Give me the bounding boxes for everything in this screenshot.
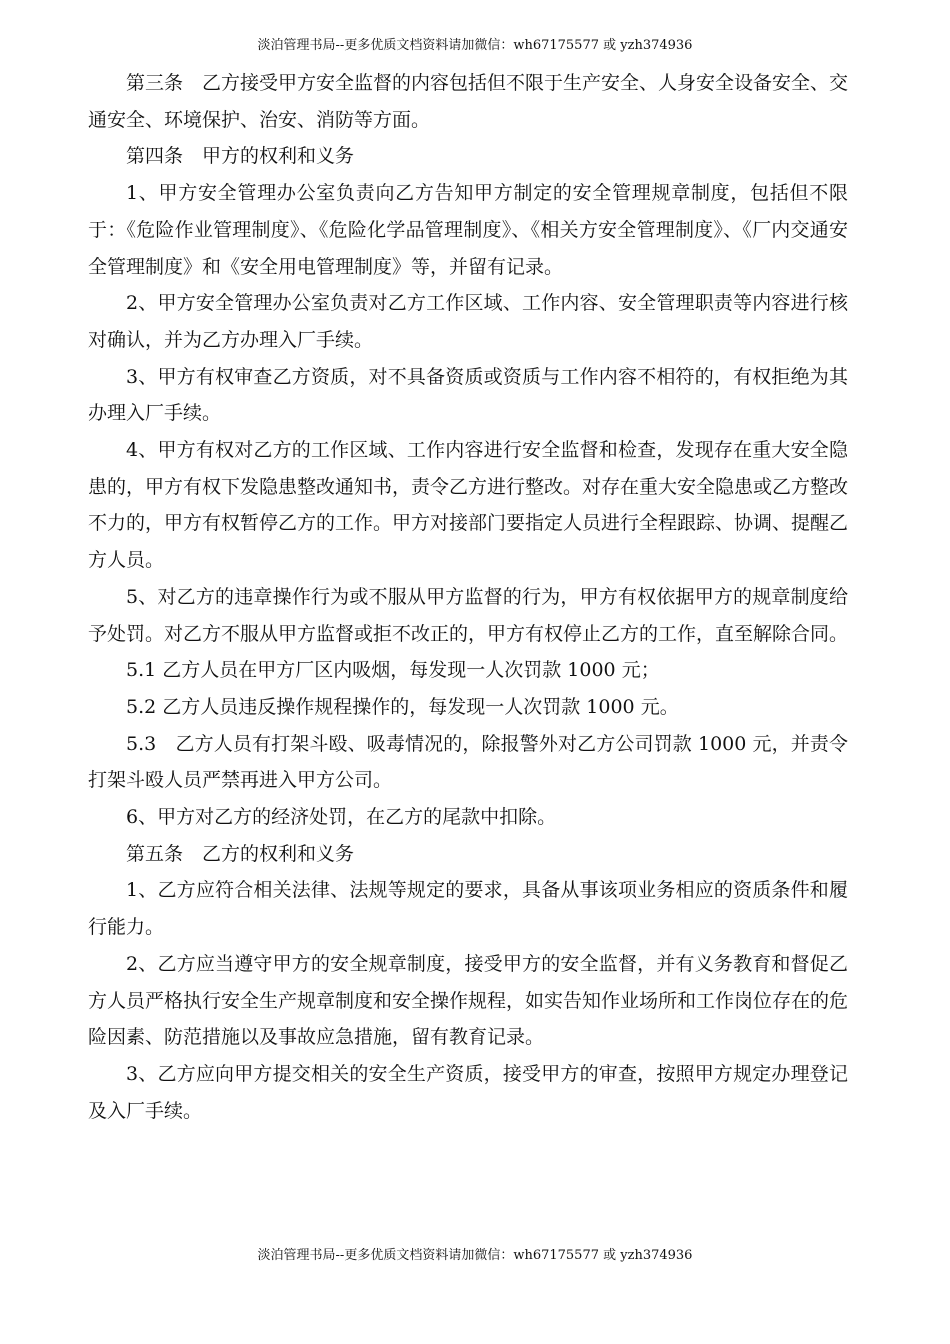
document-body <box>88 65 848 1129</box>
article-5-clause-3: 3、乙方应向甲方提交相关的安全生产资质，接受甲方的审查，按照甲方规定办理登记及入厂手续。 <box>88 1062 848 1122</box>
article-4-clause-6: 6、甲方对乙方的经济处罚，在乙方的尾款中扣除。 <box>126 806 557 829</box>
article-5-clause-1: 1、乙方应符合相关法律、法规等规定的要求，具备从事该项业务相应的资质条件和履行能力。 <box>88 879 848 939</box>
page-footer: 淡泊管理书局--更多优质文档资料请加微信：wh67175577 或 yzh374936 <box>257 1248 693 1263</box>
page-header: 淡泊管理书局--更多优质文档资料请加微信：wh67175577 或 yzh374936 <box>257 38 693 53</box>
article-4-clause-5: 5、对乙方的违章操作行为或不服从甲方监督的行为，甲方有权依据甲方的规章制度给予处罚。对乙方不服从甲方监督或拒不改正的，甲方有权停止乙方的工作，直至解除合同。 <box>88 585 849 645</box>
article-4-clause-2: 2、甲方安全管理办公室负责对乙方工作区域、工作内容、安全管理职责等内容进行核对确认，并为乙方办理入厂手续。 <box>88 292 848 351</box>
article-5-heading: 第五条 乙方的权利和义务 <box>126 842 355 865</box>
article-4-clause-4: 4、甲方有权对乙方的工作区域、工作内容进行安全监督和检查，发现存在重大安全隐患的，甲方有权下发隐患整改通知书，责令乙方进行整改。对存在重大安全隐患或乙方整改不力的，甲方有权暂停乙方的工作。甲方对接部门要指定人员进行全程跟踪、协调、提醒乙方人员。 <box>88 439 849 572</box>
article-5-clause-2: 2、乙方应当遵守甲方的安全规章制度，接受甲方的安全监督，并有义务教育和督促乙方人员严格执行安全生产规章制度和安全操作规程，如实告知作业场所和工作岗位存在的危险因素、防范措施以及事故应急措施，留有教育记录。 <box>88 952 849 1049</box>
article-4-clause-5-3: 5.3 乙方人员有打架斗殴、吸毒情况的，除报警外对乙方公司罚款 1000 元，并责令打架斗殴人员严禁再进入甲方公司。 <box>88 732 848 792</box>
article-3-paragraph: 第三条 乙方接受甲方安全监督的内容包括但不限于生产安全、人身安全设备安全、交通安全、环境保护、治安、消防等方面。 <box>88 72 849 131</box>
article-4-clause-5-2: 5.2 乙方人员违反操作规程操作的，每发现一人次罚款 1000 元。 <box>126 695 679 718</box>
article-4-clause-1: 1、甲方安全管理办公室负责向乙方告知甲方制定的安全管理规章制度，包括但不限于：《危险作业管理制度》、《危险化学品管理制度》、《相关方安全管理制度》、《厂内交通安全管理制度》和《安全用电管理制度》等，并留有记录。 <box>88 182 848 278</box>
article-4-clause-3: 3、甲方有权审查乙方资质，对不具备资质或资质与工作内容不相符的，有权拒绝为其办理入厂手续。 <box>88 365 848 425</box>
article-4-clause-5-1: 5.1 乙方人员在甲方厂区内吸烟，每发现一人次罚款 1000 元； <box>126 659 660 682</box>
article-4-heading: 第四条 甲方的权利和义务 <box>126 145 355 168</box>
